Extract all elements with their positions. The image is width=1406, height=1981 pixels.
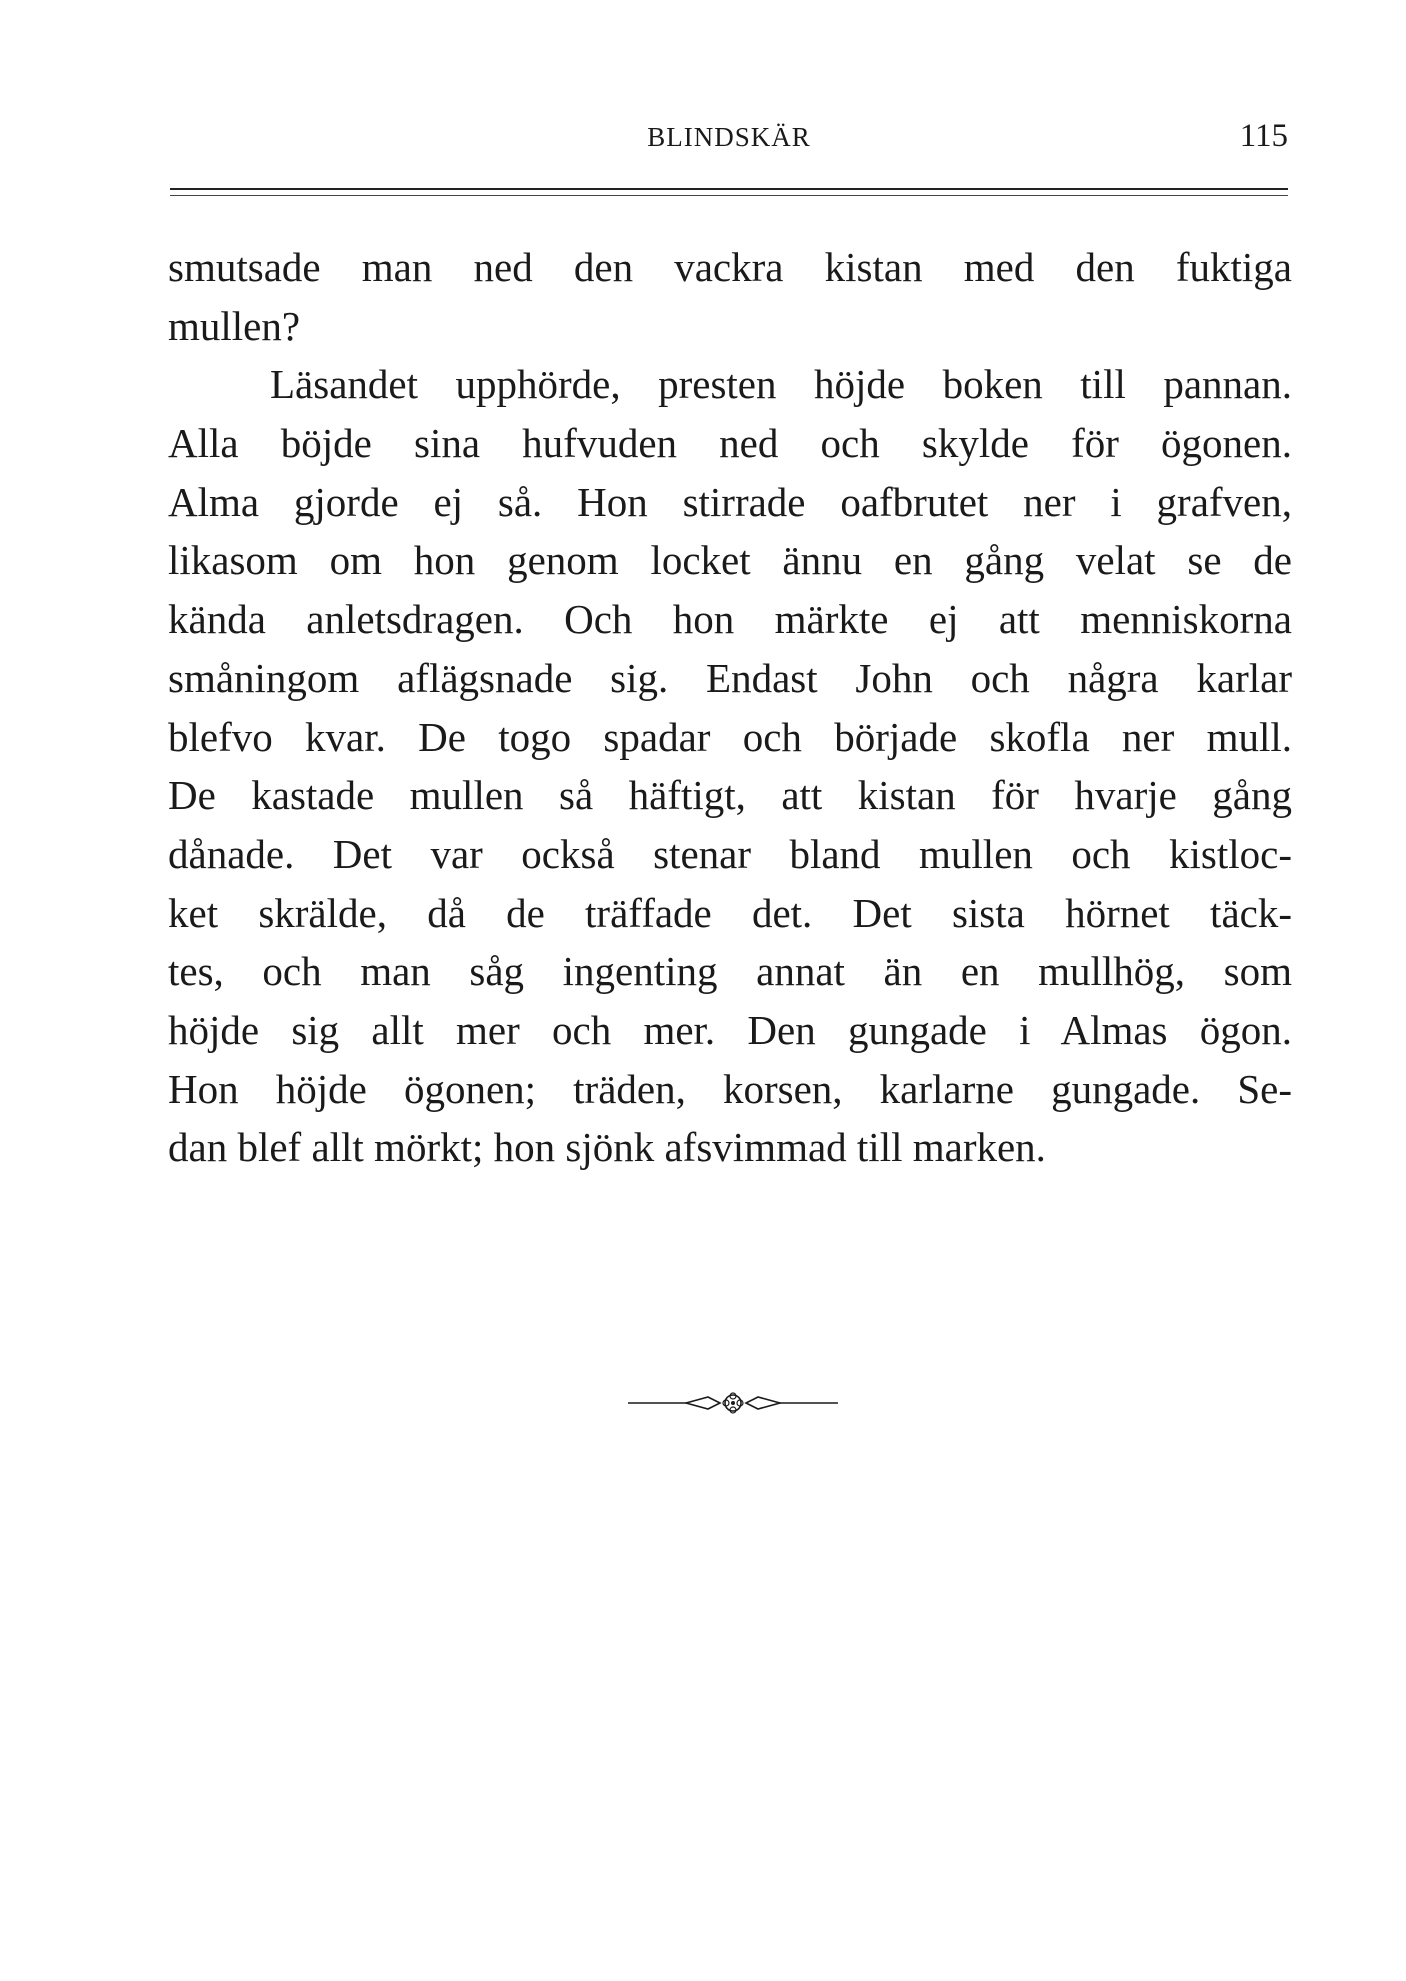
text-line: blefvo kvar. De togo spadar och började skofla ner mull. <box>168 713 1292 760</box>
text-line: Hon höjde ögonen; träden, korsen, karlarne gungade. Se- <box>168 1065 1292 1112</box>
text-line: tes, och man såg ingenting annat än en mullhög, som <box>168 948 1292 995</box>
running-head <box>170 118 1288 158</box>
body-text <box>168 238 1292 1177</box>
text-line: smutsade man ned den vackra kistan med den fuktiga <box>168 244 1292 290</box>
header-rule-secondary <box>170 195 1288 196</box>
text-line: dan blef allt mörkt; hon sjönk afsvimmad till marken. <box>168 1124 1046 1171</box>
running-title: BLINDSKÄR <box>647 122 811 152</box>
text-line: Alma gjorde ej så. Hon stirrade oafbrutet ner i grafven, <box>168 478 1292 525</box>
text-line: Alla böjde sina hufvuden ned och skylde för ögonen. <box>168 420 1292 467</box>
ornament-icon <box>628 1389 838 1417</box>
text-line: mullen? <box>168 302 301 349</box>
page-number: 115 <box>1239 118 1288 154</box>
text-line: likasom om hon genom locket ännu en gång velat se de <box>168 537 1292 584</box>
text-line: De kastade mullen så häftigt, att kistan för hvarje gång <box>168 772 1292 819</box>
header-rule <box>170 188 1288 190</box>
text-line: småningom aflägsnade sig. Endast John och några karlar <box>168 654 1292 701</box>
text-line: dånade. Det var också stenar bland mullen och kistloc- <box>168 830 1292 877</box>
text-line: kända anletsdragen. Och hon märkte ej att menniskorna <box>168 596 1292 643</box>
text-line: höjde sig allt mer och mer. Den gungade i Almas ögon. <box>168 1006 1292 1053</box>
text-line: Läsandet upphörde, presten höjde boken till pannan. <box>270 361 1292 408</box>
text-line: ket skrälde, då de träffade det. Det sista hörnet täck- <box>168 889 1292 936</box>
